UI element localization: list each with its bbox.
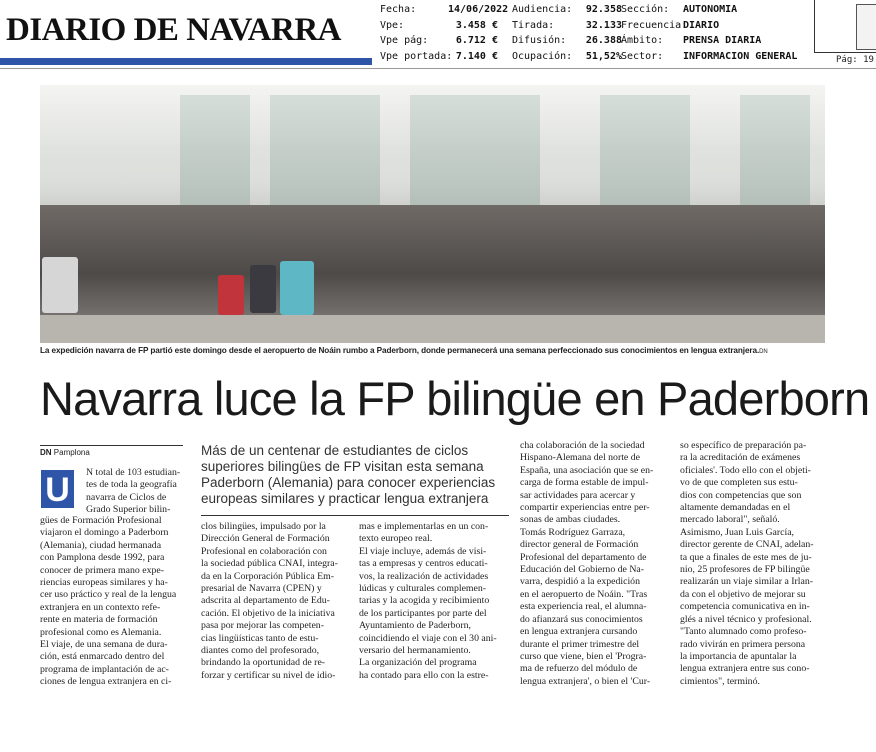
meta-row xyxy=(621,18,813,34)
body-column-2: clos bilingües, impulsado por la Dirección General de Formación Profesional en colaboración con la sociedad pública CNAI, integra- da en la Corporación Pública Em- presarial de Navarra (CPEN) y adscrita al departamento de Edu- cación. El objetivo de la iniciativa pasa por mejorar las competen- cias lingüísticas tanto de estu- diantes como del profesorado, brindando la oportunidad de re- forzar y certificar su nivel de idio- xyxy=(201,521,338,681)
meta-row xyxy=(380,33,498,49)
meta-value: 14/06/2022 xyxy=(448,4,509,15)
meta-key: Sector: xyxy=(621,50,664,62)
photo-window xyxy=(740,95,810,205)
thumbnail-image xyxy=(856,4,876,50)
meta-value: 32.133 xyxy=(585,19,622,31)
photo-credit: DN xyxy=(759,349,768,355)
meta-row xyxy=(512,49,622,65)
photo-caption xyxy=(40,346,830,355)
subhead-rule xyxy=(201,515,509,516)
meta-key: Difusión: xyxy=(512,35,567,46)
body-column-5: so específico de preparación pa- ra la acreditación de exámenes oficiales'. Todo ello con el objeti- vo de que completen sus estu- dios con competencias que son altamente demandadas en el mercado laboral", señaló. Asimismo, Juan Luis García, director gerente de CNAI, adelan- ta que a finales de este mes de ju- nio, 25 profesores de FP bilingüe realizarán un viaje similar a Irlan- da con el objetivo de mejorar su competencia comunicativa en in- glés a nivel técnico y profesional. "Tanto alumnado como profeso- rado vivirán en primera persona la importancia de apuntalar la lengua extranjera entre sus cono- cimientos", terminó. xyxy=(680,440,814,687)
meta-key: Ocupación: xyxy=(512,50,573,62)
photo-window xyxy=(410,95,540,205)
meta-row xyxy=(621,49,813,65)
meta-value: 6.712 € xyxy=(455,35,498,46)
body-column-3: mas e implementarlas en un con- texto europeo real. El viaje incluye, además de visi- tas a empresas y centros educati- vos, la realización de actividades lúdicas y culturales complemen- tarias y la acogida y recibimiento de los participantes por parte del Ayuntamiento de Paderborn, coincidiendo el viaje con el 30 ani- versario del hermanamiento. La organización del programa ha contado para ello con la estre- xyxy=(359,521,497,681)
suitcase-icon xyxy=(218,275,244,315)
meta-value: AUTONOMIA xyxy=(683,4,738,15)
meta-row xyxy=(621,33,813,49)
body-column-1: gües de Formación Profesional viajaron el domingo a Paderborn (Alemania), ciudad hermanada con Pamplona desde 1992, para conocer de primera mano expe- riencias europeas similares y ha- cer uso práctico y real de la lengua extranjera en un contexto refe- rente en materia de formación profesional como es Alemania. El viaje, de una semana de dura- ción, está enmarcado dentro del programa de implantación de ac- ciones de lengua extranjera en ci- xyxy=(40,515,177,688)
drop-cap: U xyxy=(41,470,74,508)
meta-column-3 xyxy=(621,2,813,64)
meta-row xyxy=(380,18,498,34)
meta-value: DIARIO xyxy=(683,19,720,31)
meta-key: Vpe pág: xyxy=(380,35,429,46)
meta-value: 92.358 xyxy=(585,4,622,15)
meta-key: Ámbito: xyxy=(621,35,664,46)
body-column-1-top: N total de 103 estudian- tes de toda la geografía navarra de Ciclos de Grado Superior bilin- xyxy=(86,467,181,516)
byline xyxy=(40,448,90,457)
meta-row xyxy=(380,49,498,65)
photo-window xyxy=(180,95,250,205)
meta-key: Sección: xyxy=(621,4,670,15)
byline-place: Pamplona xyxy=(53,448,90,457)
byline-source: DN xyxy=(40,448,52,457)
meta-value: 7.140 € xyxy=(455,50,498,62)
meta-row xyxy=(512,2,622,18)
headline: Navarra luce la FP bilingüe en Paderborn xyxy=(40,372,870,425)
suitcase-icon xyxy=(250,265,276,313)
meta-key: Fecha: xyxy=(380,4,417,15)
newspaper-logo: DIARIO DE NAVARRA xyxy=(6,12,342,48)
meta-key: Vpe portada: xyxy=(380,50,453,62)
caption-text: La expedición navarra de FP partió este domingo desde el aeropuerto de Noáin rumbo a Paderborn, donde permanecerá una semana perfeccionado sus conocimientos en lengua extranjera. xyxy=(40,346,760,355)
byline-rule xyxy=(40,445,183,446)
meta-row xyxy=(621,2,813,18)
meta-key: Audiencia: xyxy=(512,4,573,15)
meta-value: PRENSA DIARIA xyxy=(683,35,762,46)
meta-key: Frecuencia: xyxy=(621,19,688,31)
meta-column-2 xyxy=(512,2,622,64)
logo-underline xyxy=(0,58,372,65)
meta-row xyxy=(512,33,622,49)
meta-row xyxy=(512,18,622,34)
meta-key: Tirada: xyxy=(512,19,555,31)
subheadline: Más de un centenar de estudiantes de ciclos superiores bilingües de FP visitan esta semana Paderborn (Alemania) para conocer experiencias europeas similares y practicar lengua extranjera xyxy=(201,443,496,506)
meta-key: Vpe: xyxy=(380,19,405,31)
suitcase-icon xyxy=(42,257,78,313)
masthead-divider xyxy=(0,68,876,69)
photo-window xyxy=(270,95,380,205)
page-number: Pág: 19 xyxy=(836,55,874,65)
meta-value: 26.388 xyxy=(585,35,622,46)
article-photo xyxy=(40,85,825,343)
meta-value: 3.458 € xyxy=(455,19,498,31)
body-column-4: cha colaboración de la sociedad Hispano-Alemana del norte de España, una asociación que se en- carga de forma estable de impul- sar actividades para acercar y compartir experiencias entre per- sonas de ambas ciudades. Tomás Rodríguez Garraza, director general de Formación Profesional del departamento de Educación del Gobierno de Na- varra, despidió a la expedición en el aeropuerto de Noáin. "Tras esta experiencia real, el alumna- do afianzará sus conocimientos en lengua extranjera cursando durante el primer trimestre del curso que viene, bien el 'Progra- ma de refuerzo del módulo de lengua extranjera', o bien el 'Cur- xyxy=(520,440,654,687)
masthead xyxy=(0,0,876,70)
photo-window xyxy=(600,95,690,205)
meta-value: INFORMACION GENERAL xyxy=(683,50,798,62)
photo-floor xyxy=(40,315,825,343)
meta-column-1 xyxy=(380,2,509,64)
suitcase-icon xyxy=(280,261,314,315)
meta-value: 51,52% xyxy=(585,50,622,62)
meta-row xyxy=(380,2,509,18)
